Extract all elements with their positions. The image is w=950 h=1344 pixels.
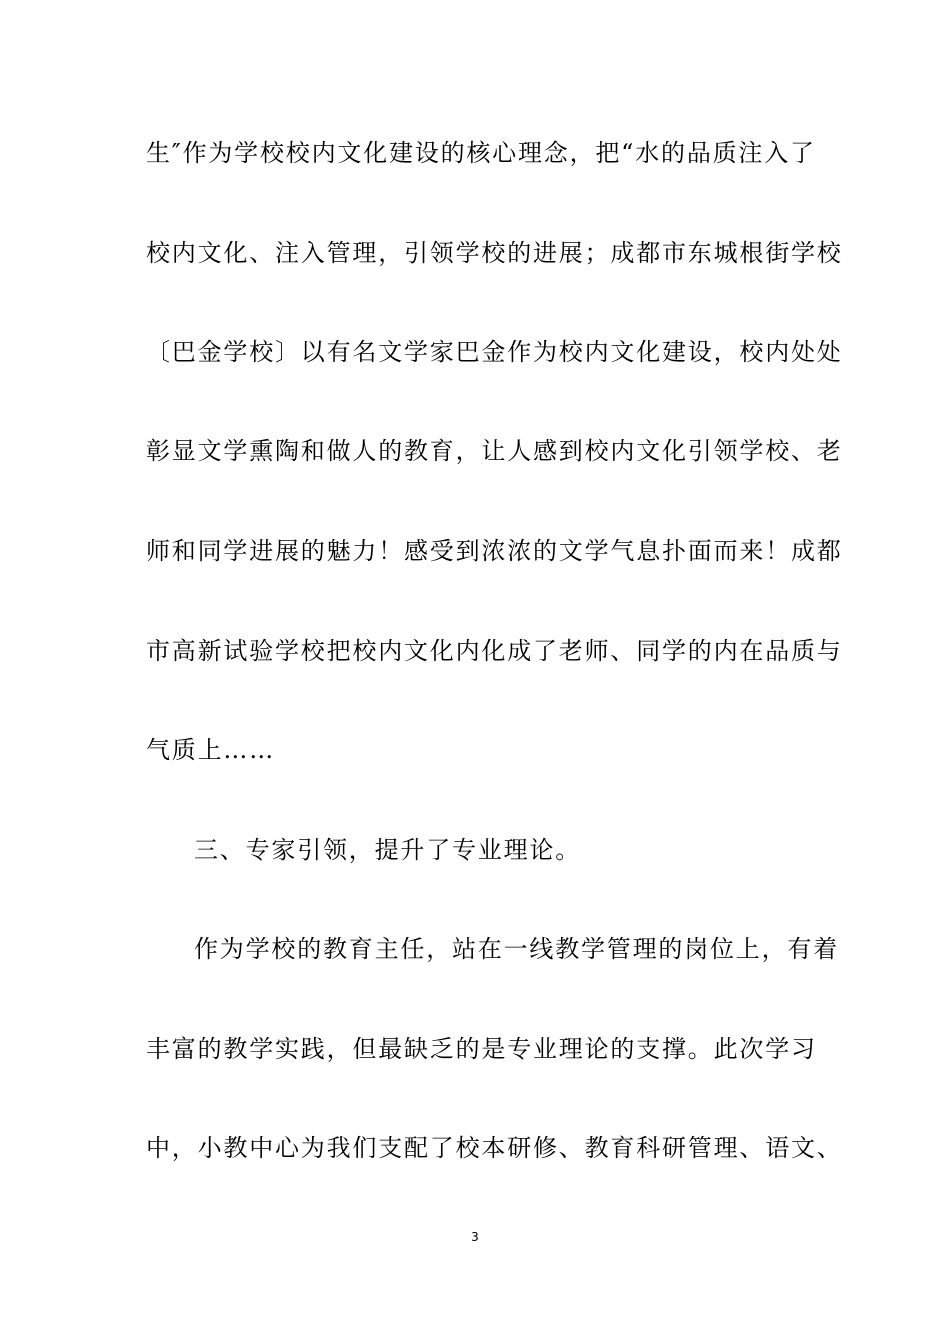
page-number: 3 [471,1230,479,1244]
paragraph-line-5: 师和同学进展的魅力！感受到浓浓的文学气息扑面而来！成都 [146,537,843,565]
paragraph-line-4: 彰显文学熏陶和做人的教育，让人感到校内文化引领学校、老 [146,437,843,465]
paragraph-line-1: 生″作为学校校内文化建设的核心理念，把“水的品质注入了 [146,139,816,167]
paragraph2-first-line: 作为学校的教育主任，站在一线教学管理的岗位上，有着 [194,935,839,963]
paragraph-line-3: 〔巴金学校〕以有名文学家巴金作为校内文化建设，校内处处 [146,338,843,366]
paragraph2-line-3: 中，小教中心为我们支配了校本研修、教育科研管理、语文、 [146,1134,843,1162]
paragraph-line-6: 市高新试验学校把校内文化内化成了老师、同学的内在品质与 [146,637,843,665]
paragraph-line-2: 校内文化、注入管理，引领学校的进展；成都市东城根街学校 [146,239,843,267]
paragraph2-line-2: 丰富的教学实践，但最缺乏的是专业理论的支撑。此次学习 [146,1035,817,1063]
section-heading: 三、专家引领，提升了专业理论。 [194,836,581,864]
paragraph-line-7: 气质上…… [146,736,275,764]
